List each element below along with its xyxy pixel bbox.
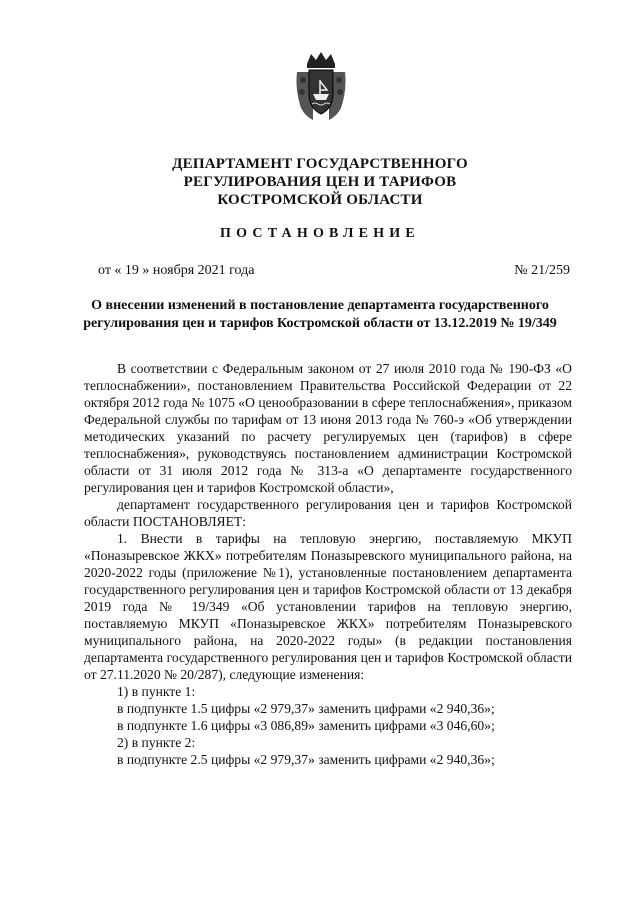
org-name-line-3: КОСТРОМСКОЙ ОБЛАСТИ (217, 192, 423, 208)
subject-line-2: регулирования цен и тарифов Костромской области от 13.12.2019 № 19/349 (83, 316, 557, 331)
subject-line-1: О внесении изменений в постановление департамента государственного (91, 298, 549, 313)
list-item: в подпункте 2.5 цифры «2 979,37» заменить цифрами «2 940,36»; (117, 752, 495, 767)
paragraph-resolves: департамент государственного регулирования цен и тарифов Костромской области ПОСТАНОВЛЯЕТ: (84, 497, 572, 529)
document-body (84, 360, 572, 768)
document-date: от « 19 » ноября 2021 года (98, 263, 255, 278)
paragraph-item-1: 1. Внести в тарифы на тепловую энергию, поставляемую МКУП «Поназыревское ЖКХ» потребителям Поназыревского муниципального района, на 2020-2022 годы (приложение №1), установленные постановлением департамента государственного регулирования цен и тарифов Костромской области от 13 декабря 2019 года № 19/349 «Об установлении тарифов на тепловую энергию, поставляемую МКУП «Поназыревское ЖКХ» потребителям Поназыревского муниципального района, на 2020-2022 годы» (в редакции постановления департамента государственного регулирования цен и тарифов Костромской области от 27.11.2020 № 20/287), следующие изменения: (84, 531, 572, 682)
paragraph-preamble: В соответствии с Федеральным законом от 27 июля 2010 года № 190-ФЗ «О теплоснабжении», постановлением Правительства Российской Федерации от 22 октября 2012 года № 1075 «О ценообразовании в сфере теплоснабжения», приказом Федеральной службы по тарифам от 13 июня 2013 года № 760-э «Об утверждении методических указаний по расчету регулируемых цен (тарифов) в сфере теплоснабжения», руководствуясь постановлением администрации Костромской области от 31 июля 2012 года № 313-а «О департаменте государственного регулирования цен и тарифов Костромской области», (84, 361, 572, 495)
document-number: № 21/259 (514, 263, 570, 278)
list-item: в подпункте 1.5 цифры «2 979,37» заменить цифрами «2 940,36»; (117, 701, 495, 716)
coat-of-arms-icon (293, 50, 349, 122)
list-item: 2) в пункте 2: (117, 735, 196, 750)
document-type: ПОСТАНОВЛЕНИЕ (220, 226, 420, 241)
list-item: 1) в пункте 1: (117, 684, 196, 699)
list-item: в подпункте 1.6 цифры «3 086,89» заменить цифрами «3 046,60»; (117, 718, 495, 733)
org-name-line-1: ДЕПАРТАМЕНТ ГОСУДАРСТВЕННОГО (172, 156, 468, 172)
org-name-line-2: РЕГУЛИРОВАНИЯ ЦЕН И ТАРИФОВ (183, 174, 457, 190)
